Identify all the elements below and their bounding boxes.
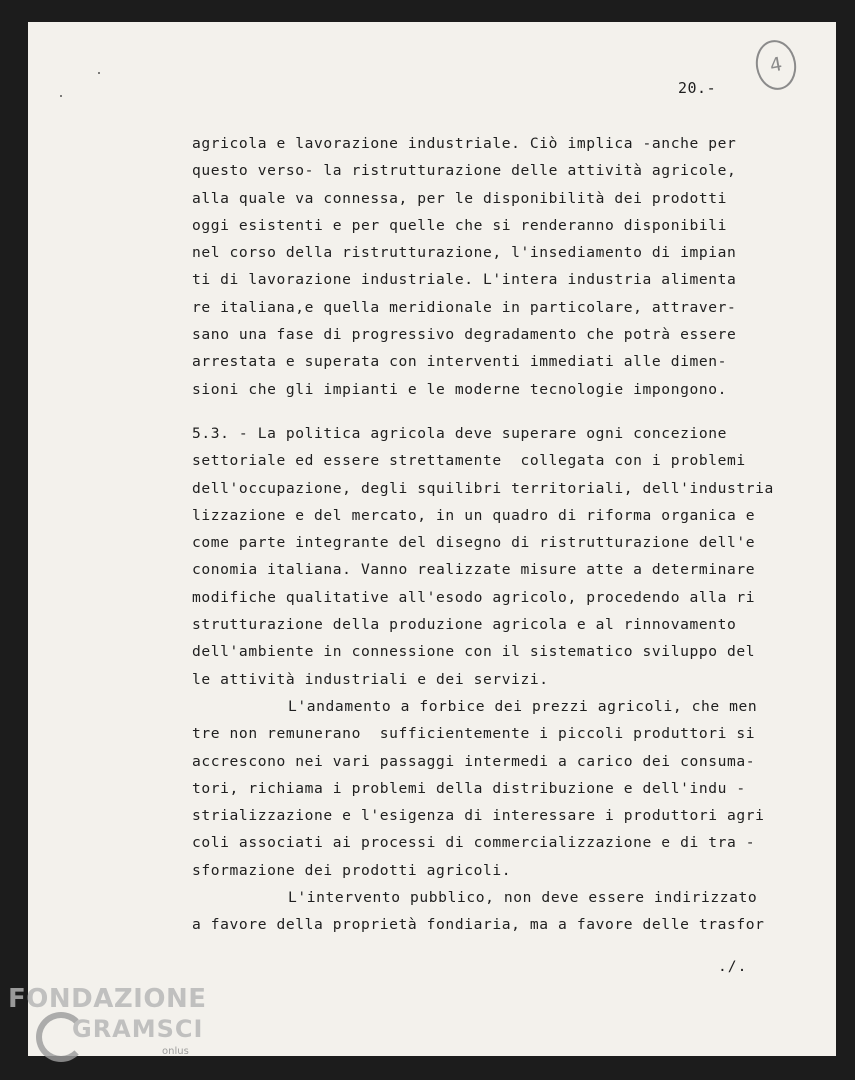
section-heading-line: 5.3. - La politica agricola deve superare ogni concezione <box>192 424 728 442</box>
document-page <box>28 22 836 1056</box>
continuation-mark: ./. <box>718 958 748 975</box>
watermark-line-2: GRAMSCI <box>72 1015 204 1043</box>
text-line: le attività industriali e dei servizi. <box>192 670 549 688</box>
text-line: re italiana,e quella meridionale in particolare, attraver- <box>192 298 737 316</box>
text-line: tori, richiama i problemi della distribuzione e dell'indu - <box>192 779 746 797</box>
archive-stamp: 4 <box>752 37 800 93</box>
text-line: come parte integrante del disegno di ristrutturazione dell'e <box>192 534 756 552</box>
text-line: sano una fase di progressivo degradamento che potrà essere <box>192 326 737 344</box>
text-line: coli associati ai processi di commercializzazione e di tra - <box>192 834 756 852</box>
text-line: sformazione dei prodotti agricoli. <box>192 861 512 879</box>
text-line: nel corso della ristrutturazione, l'insediamento di impian <box>192 244 737 262</box>
text-line: L'intervento pubblico, non deve essere indirizzato <box>288 889 758 907</box>
text-line: agricola e lavorazione industriale. Ciò implica -anche per <box>192 135 737 152</box>
text-line: dell'occupazione, degli squilibri territoriali, dell'industria <box>192 479 774 497</box>
text-line: a favore della proprietà fondiaria, ma a favore delle trasfor <box>192 916 765 934</box>
watermark-line-1: FONDAZIONE <box>8 984 207 1014</box>
archive-watermark <box>8 984 228 1080</box>
watermark-line-3: onlus <box>162 1046 189 1057</box>
text-line: ti di lavorazione industriale. L'intera industria alimenta <box>192 271 737 289</box>
body-text <box>192 130 802 939</box>
text-line: modifiche qualitative all'esodo agricolo, procedendo alla ri <box>192 588 756 606</box>
paper-mark <box>98 72 100 74</box>
text-line: alla quale va connessa, per le disponibilità dei prodotti <box>192 189 728 207</box>
text-line: oggi esistenti e per quelle che si renderanno disponibili <box>192 216 728 234</box>
text-line: sioni che gli impianti e le moderne tecnologie impongono. <box>192 380 728 398</box>
text-line: dell'ambiente in connessione con il sistematico sviluppo del <box>192 643 756 661</box>
text-line: accrescono nei vari passaggi intermedi a carico dei consuma- <box>192 752 756 770</box>
text-line: settoriale ed essere strettamente collegata con i problemi <box>192 452 746 470</box>
paragraph-gap <box>192 403 802 420</box>
text-line: strutturazione della produzione agricola e al rinnovamento <box>192 616 737 634</box>
text-line: arrestata e superata con interventi immediati alle dimen- <box>192 353 728 371</box>
paper-mark <box>60 95 62 97</box>
text-line: L'andamento a forbice dei prezzi agricoli, che men <box>288 697 758 715</box>
page-number: 20.- <box>678 79 717 97</box>
text-line: conomia italiana. Vanno realizzate misure atte a determinare <box>192 561 756 579</box>
text-line: strializzazione e l'esigenza di interessare i produttori agri <box>192 807 765 825</box>
text-line: questo verso- la ristrutturazione delle attività agricole, <box>192 162 737 180</box>
text-line: lizzazione e del mercato, in un quadro di riforma organica e <box>192 506 756 524</box>
text-line: tre non remunerano sufficientemente i piccoli produttori si <box>192 725 756 743</box>
